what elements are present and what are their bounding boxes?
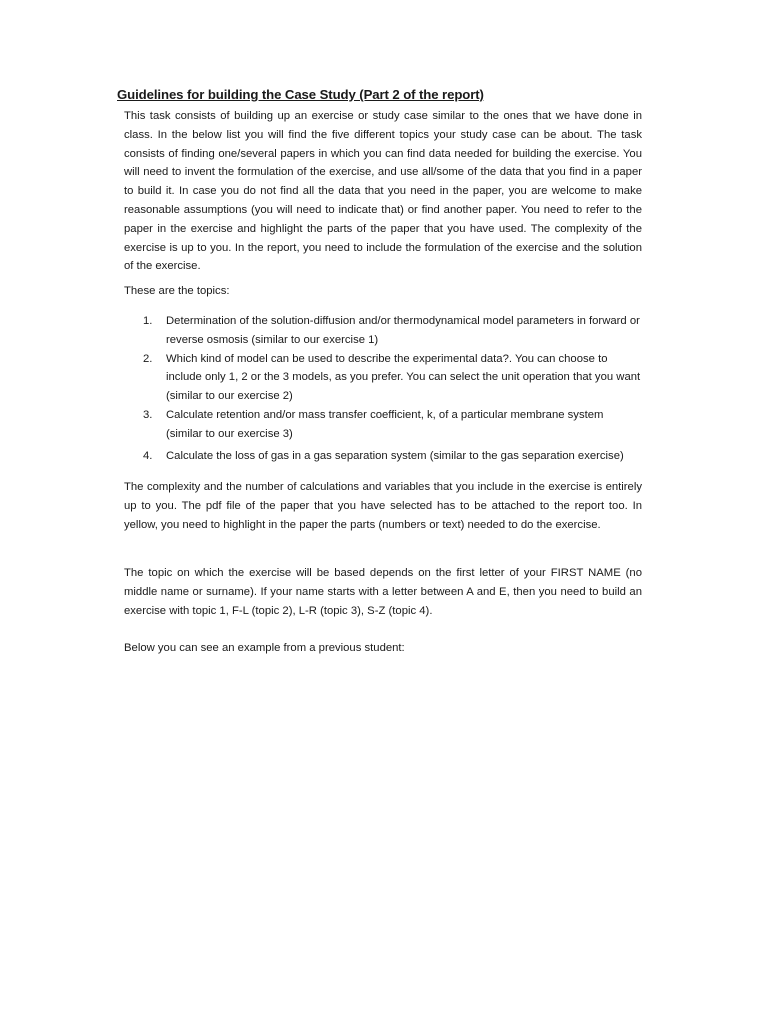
- intro-paragraph: This task consists of building up an exercise or study case similar to the ones that we have done in class. In the below list you will find the five different topics your study case can be about. The task consists of finding one/several papers in which you can find data needed for building the exercise. You will need to invent the formulation of the exercise, and use all/some of the data that you find in a paper to build it. In case you do not find all the data that you need in the paper, you are welcome to make reasonable assumptions (you will need to indicate that) or find another paper. You need to refer to the paper in the exercise and highlight the parts of the paper that you have used. The complexity of the exercise is up to you. In the report, you need to include the formulation of the exercise and the solution of the exercise.: [124, 110, 642, 273]
- list-item: [124, 350, 642, 406]
- document-heading: Guidelines for building the Case Study (Part 2 of the report): [117, 87, 484, 102]
- list-item-text: Calculate the loss of gas in a gas separation system (similar to the gas separation exercise): [166, 449, 624, 462]
- topics-intro-text: These are the topics:: [124, 285, 230, 297]
- list-item-number: 2.: [143, 352, 153, 365]
- list-item-text: Which kind of model can be used to describe the experimental data?. You can choose to include only 1, 2 or the 3 models, as you prefer. You can select the unit operation that you want (similar to our exercise 2): [166, 352, 641, 403]
- topic-list: [124, 312, 642, 465]
- list-item-number: 3.: [143, 408, 153, 421]
- complexity-paragraph: The complexity and the number of calculations and variables that you include in the exercise is entirely up to you. The pdf file of the paper that you have selected has to be attached to the report too. In yellow, you need to highlight in the paper the parts (numbers or text) needed to do the exercise.: [124, 481, 642, 531]
- list-item: [124, 312, 642, 350]
- topic-rule-paragraph: The topic on which the exercise will be based depends on the first letter of your FIRST NAME (no middle name or surname). If your name starts with a letter between A and E, then you need to build an exercise with topic 1, F-L (topic 2), L-R (topic 3), S-Z (topic 4).: [124, 567, 642, 617]
- list-item-text: Calculate retention and/or mass transfer coefficient, k, of a particular membrane system (similar to our exercise 3): [166, 408, 604, 440]
- list-item-number: 4.: [143, 449, 153, 462]
- list-item: [124, 447, 642, 466]
- list-item-text: Determination of the solution-diffusion and/or thermodynamical model parameters in forward or reverse osmosis (similar to our exercise 1): [166, 315, 640, 346]
- list-item: [124, 406, 642, 444]
- example-note: Below you can see an example from a previous student:: [124, 642, 405, 654]
- list-item-number: 1.: [143, 315, 153, 327]
